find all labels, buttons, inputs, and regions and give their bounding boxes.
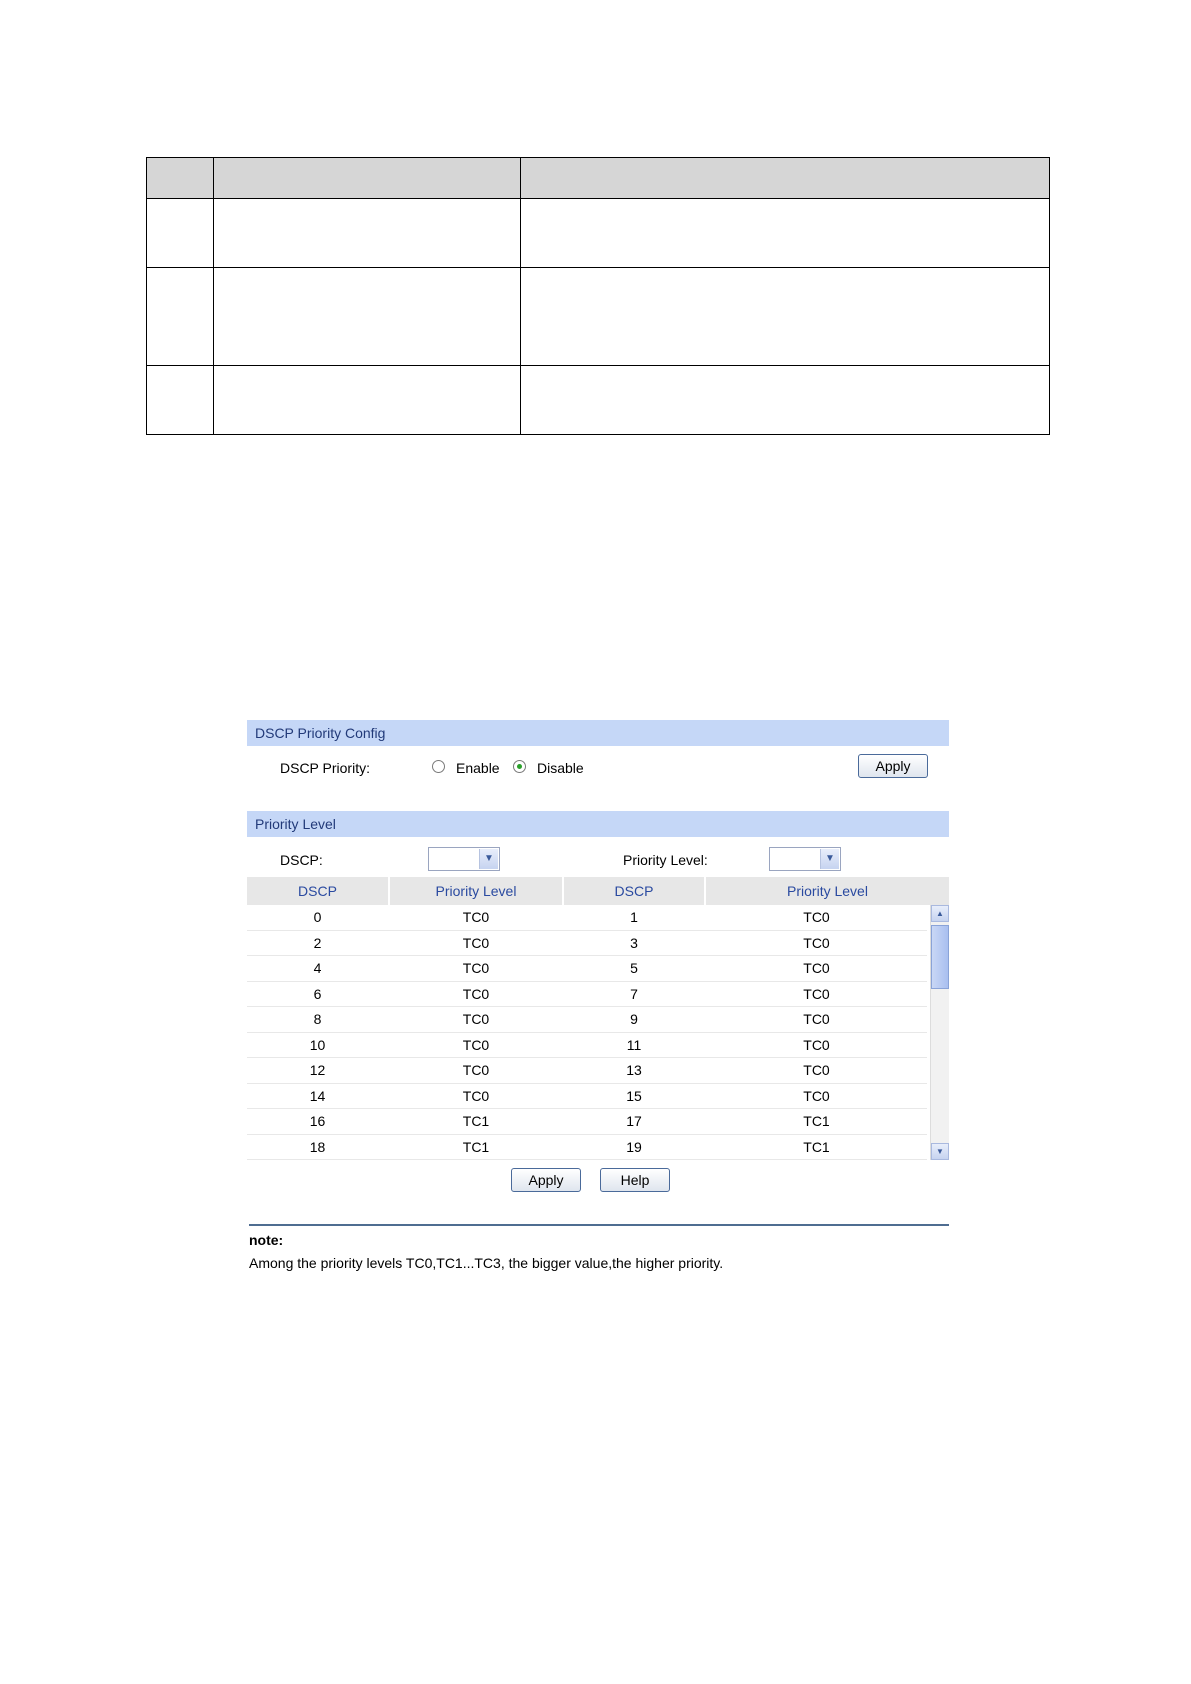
table-row[interactable]: [247, 1007, 927, 1033]
document-table: [146, 157, 1050, 435]
priority-level-cell: TC0: [803, 960, 830, 976]
dscp-cell: 4: [313, 960, 322, 976]
document-table-cell: [521, 199, 1050, 268]
column-header-dscp: DSCP: [614, 883, 654, 899]
dscp-cell: 16: [309, 1113, 326, 1129]
document-table-row: [147, 366, 1050, 435]
column-header-priority-level: Priority Level: [787, 883, 868, 899]
document-table-cell: [214, 268, 521, 366]
table-row[interactable]: [247, 931, 927, 957]
priority-level-select[interactable]: [769, 847, 841, 871]
document-table-cell: [147, 199, 214, 268]
scroll-down-arrow-icon[interactable]: ▼: [931, 1143, 949, 1160]
dscp-cell: 7: [630, 985, 638, 1002]
note-text: Among the priority levels TC0,TC1...TC3, the bigger value,the higher priority.: [249, 1255, 724, 1271]
table-row[interactable]: [247, 1084, 927, 1110]
table-row[interactable]: [247, 905, 927, 931]
priority-table-body[interactable]: [247, 905, 927, 1160]
priority-level-cell: TC0: [462, 1011, 490, 1027]
chevron-down-icon: ▼: [820, 849, 839, 869]
dscp-select-label: DSCP:: [280, 852, 323, 868]
dscp-cell: 12: [309, 1062, 326, 1078]
document-table-cell: [521, 268, 1050, 366]
document-table-cell: [214, 158, 521, 199]
priority-level-cell: TC0: [803, 1011, 830, 1027]
priority-level-cell: TC0: [462, 960, 490, 976]
apply-button[interactable]: Apply: [511, 1168, 581, 1192]
priority-level-cell: TC0: [462, 1087, 490, 1104]
priority-level-cell: TC0: [462, 1036, 490, 1053]
dscp-config-apply-button[interactable]: Apply: [858, 754, 928, 778]
priority-level-cell: TC1: [803, 1113, 830, 1129]
column-header-priority-level: Priority Level: [435, 883, 517, 899]
dscp-priority-panel: [247, 720, 949, 1275]
dscp-cell: 6: [313, 985, 322, 1002]
note-title: note:: [249, 1232, 284, 1248]
dscp-cell: 9: [630, 1011, 638, 1027]
document-table-cell: [214, 199, 521, 268]
scrollbar-thumb[interactable]: [931, 925, 949, 989]
priority-level-cell: TC0: [803, 1062, 830, 1078]
priority-level-cell: TC0: [803, 985, 830, 1002]
dscp-cell: 13: [626, 1062, 642, 1078]
dscp-cell: 18: [309, 1138, 326, 1155]
document-table-header-row: [147, 158, 1050, 199]
priority-level-cell: TC0: [462, 909, 490, 925]
priority-level-cell: TC0: [803, 909, 830, 925]
dscp-cell: 8: [313, 1011, 322, 1027]
disable-radio[interactable]: [513, 760, 526, 773]
priority-level-cell: TC0: [462, 1062, 490, 1078]
document-table-cell: [147, 268, 214, 366]
table-row[interactable]: [247, 982, 927, 1008]
document-table-cell: [214, 366, 521, 435]
dscp-cell: 0: [313, 909, 322, 925]
document-table-cell: [147, 366, 214, 435]
priority-level-select-label: Priority Level:: [623, 852, 708, 868]
dscp-priority-label: DSCP Priority:: [280, 760, 370, 776]
dscp-select[interactable]: [428, 847, 500, 871]
dscp-cell: 17: [626, 1113, 642, 1129]
chevron-down-icon: ▼: [479, 849, 498, 869]
priority-level-cell: TC0: [462, 934, 490, 951]
priority-level-cell: TC0: [803, 934, 830, 951]
dscp-cell: 1: [630, 909, 638, 925]
table-row[interactable]: [247, 956, 927, 982]
priority-level-cell: TC1: [462, 1138, 490, 1155]
enable-radio[interactable]: [432, 760, 445, 773]
dscp-cell: 15: [626, 1087, 642, 1104]
priority-level-cell: TC0: [803, 1036, 830, 1053]
document-table-row: [147, 268, 1050, 366]
document-table-cell: [521, 366, 1050, 435]
enable-radio-label[interactable]: Enable: [456, 760, 500, 776]
table-row[interactable]: [247, 1058, 927, 1084]
priority-level-cell: TC1: [803, 1138, 830, 1155]
table-row[interactable]: [247, 1033, 927, 1059]
priority-level-cell: TC1: [462, 1113, 490, 1129]
table-row[interactable]: [247, 1109, 927, 1135]
note-divider: [249, 1224, 949, 1226]
dscp-cell: 10: [309, 1036, 326, 1053]
priority-level-section-title: Priority Level: [247, 811, 949, 837]
document-table-cell: [521, 158, 1050, 199]
priority-level-cell: TC0: [462, 985, 490, 1002]
dscp-cell: 5: [630, 960, 638, 976]
dscp-config-section-title: DSCP Priority Config: [247, 720, 949, 746]
dscp-cell: 14: [309, 1087, 326, 1104]
table-scrollbar[interactable]: [930, 905, 949, 1160]
scroll-up-arrow-icon[interactable]: ▲: [931, 905, 949, 922]
dscp-cell: 2: [313, 934, 322, 951]
disable-radio-label[interactable]: Disable: [537, 760, 584, 776]
help-button[interactable]: Help: [600, 1168, 670, 1192]
document-table-cell: [147, 158, 214, 199]
table-row[interactable]: [247, 1135, 927, 1161]
document-table-row: [147, 199, 1050, 268]
priority-level-cell: TC0: [803, 1087, 830, 1104]
dscp-cell: 19: [626, 1138, 642, 1155]
priority-table-header: [247, 877, 949, 905]
column-header-dscp: DSCP: [298, 883, 337, 899]
dscp-cell: 11: [626, 1036, 642, 1053]
dscp-cell: 3: [630, 934, 638, 951]
